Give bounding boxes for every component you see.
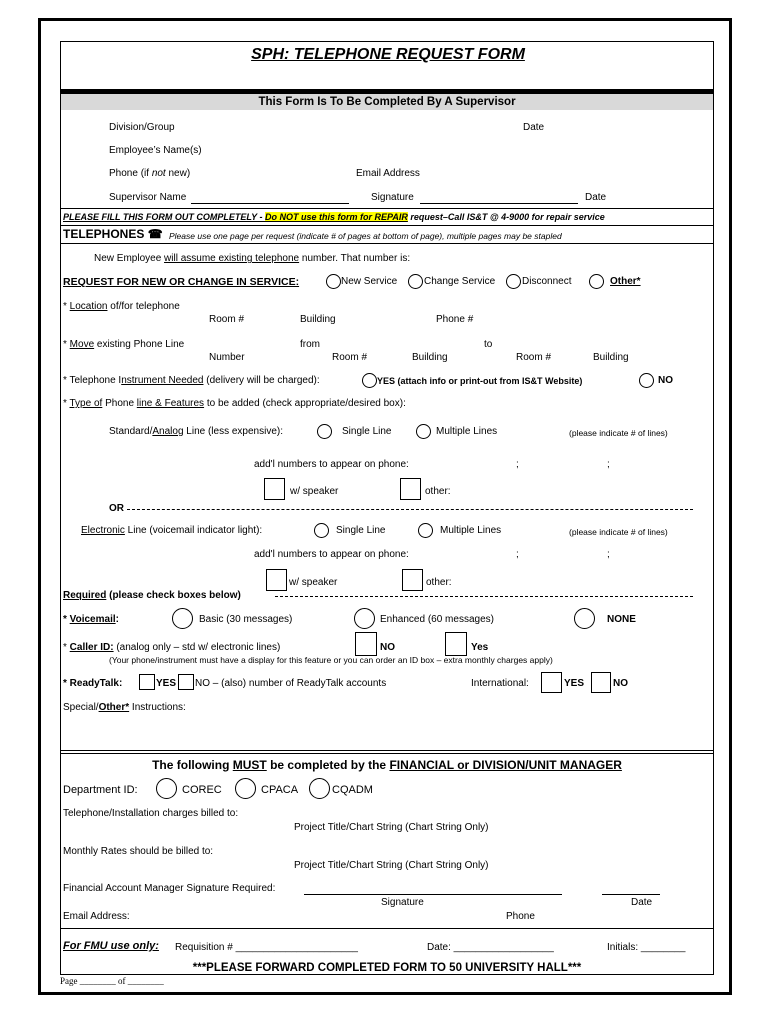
- cpaca-radio[interactable]: [235, 778, 256, 799]
- electronic-speaker-label: w/ speaker: [289, 577, 338, 588]
- caller-id-label: * Caller ID: (analog only – std w/ electronic lines): [63, 642, 281, 653]
- change-service-radio[interactable]: [408, 274, 423, 289]
- electronic-other-checkbox[interactable]: [402, 569, 423, 591]
- move-number: Number: [209, 352, 245, 363]
- special-instructions-label: Special/Other* Instructions:: [63, 702, 186, 713]
- fam-date-line[interactable]: [602, 894, 660, 895]
- readytalk-yes-label: YES: [156, 678, 177, 689]
- page-of-field[interactable]: Page ________ of ________: [60, 976, 164, 986]
- voicemail-basic-radio[interactable]: [172, 608, 193, 629]
- new-service-label: New Service: [341, 276, 398, 287]
- form-title: SPH: TELEPHONE REQUEST FORM: [251, 46, 525, 63]
- other-label: Other*: [610, 276, 641, 287]
- voicemail-enhanced-radio[interactable]: [354, 608, 375, 629]
- phone-label: Phone (if not new): [109, 168, 191, 179]
- standard-other-label: other:: [425, 486, 451, 497]
- standard-line-label: Standard/Analog Line (less expensive):: [109, 426, 284, 437]
- required-heading: Required (please check boxes below): [63, 590, 241, 601]
- electronic-indicate-lines: (please indicate # of lines): [569, 527, 668, 537]
- supervisor-label: Supervisor Name: [109, 192, 187, 203]
- install-project-title: Project Title/Chart String (Chart String Only): [294, 822, 489, 833]
- request-heading: REQUEST FOR NEW OR CHANGE IN SERVICE:: [63, 276, 300, 288]
- disconnect-radio[interactable]: [506, 274, 521, 289]
- or-label: OR: [109, 503, 124, 514]
- caller-id-yes-label: Yes: [471, 642, 489, 653]
- telephones-note: Please use one page per request (indicate # of pages at bottom of page), multiple pages may be stapled: [169, 231, 562, 241]
- required-dashed-line: [275, 596, 693, 597]
- voicemail-none-label: NONE: [607, 614, 636, 625]
- voicemail-basic-label: Basic (30 messages): [199, 614, 293, 625]
- voicemail-enhanced-label: Enhanced (60 messages): [380, 614, 494, 625]
- or-dashed-line: [127, 509, 693, 510]
- caller-id-no-label: NO: [380, 642, 395, 653]
- financial-heading: The following MUST be completed by the FINANCIAL or DIVISION/UNIT MANAGER: [152, 758, 622, 772]
- electronic-multiple-radio[interactable]: [418, 523, 433, 538]
- instrument-label: * Telephone Instrument Needed (delivery will be charged):: [63, 375, 320, 386]
- standard-semicolon-2: ;: [607, 459, 610, 470]
- notice-bottom-rule: [61, 225, 713, 226]
- new-service-radio[interactable]: [326, 274, 341, 289]
- move-to: to: [484, 339, 493, 350]
- international-no-label: NO: [613, 678, 628, 689]
- standard-addl-numbers: add'l numbers to appear on phone:: [254, 459, 409, 470]
- corec-radio[interactable]: [156, 778, 177, 799]
- move-room-from: Room #: [332, 352, 368, 363]
- move-from: from: [300, 339, 320, 350]
- date-label: Date: [523, 122, 545, 133]
- fam-signature-caption: Signature: [381, 897, 424, 908]
- standard-semicolon-1: ;: [516, 459, 519, 470]
- forward-notice: ***PLEASE FORWARD COMPLETED FORM TO 50 UNIVERSITY HALL***: [192, 962, 582, 974]
- fam-date-caption: Date: [631, 897, 653, 908]
- standard-speaker-checkbox[interactable]: [264, 478, 285, 500]
- standard-multiple-radio[interactable]: [416, 424, 431, 439]
- install-billed-label: Telephone/Installation charges billed to:: [63, 808, 239, 819]
- telephones-heading: TELEPHONES ☎: [63, 227, 163, 241]
- cpaca-label: CPACA: [261, 784, 299, 796]
- instrument-yes-radio[interactable]: [362, 373, 377, 388]
- instrument-no-label: NO: [658, 375, 673, 386]
- readytalk-yes-checkbox[interactable]: [139, 674, 155, 690]
- readytalk-no-label: NO – (also) number of ReadyTalk accounts: [195, 678, 387, 689]
- date-label-2: Date: [585, 192, 607, 203]
- form-subtitle: This Form Is To Be Completed By A Supervisor: [61, 94, 713, 110]
- move-room-to: Room #: [516, 352, 552, 363]
- new-employee-text: New Employee will assume existing telephone number. That number is:: [94, 253, 411, 264]
- electronic-semicolon-2: ;: [607, 549, 610, 560]
- email-address-label: Email Address:: [63, 911, 130, 922]
- email-label: Email Address: [356, 168, 420, 179]
- standard-single-radio[interactable]: [317, 424, 332, 439]
- form-page: [38, 18, 732, 995]
- electronic-multiple-label: Multiple Lines: [440, 525, 502, 536]
- instrument-yes-label: YES (attach info or print-out from IS&T Website): [377, 376, 583, 386]
- electronic-line-label: Electronic Line (voicemail indicator light):: [81, 525, 263, 536]
- requisition-field[interactable]: Requisition # ______________________: [175, 942, 358, 953]
- standard-speaker-label: w/ speaker: [290, 486, 339, 497]
- monthly-billed-label: Monthly Rates should be billed to:: [63, 846, 214, 857]
- caller-id-note: (Your phone/instrument must have a display for this feature or you can order an ID box – extra monthly charges apply): [109, 655, 553, 665]
- standard-indicate-lines: (please indicate # of lines): [569, 428, 668, 438]
- notice-text: PLEASE FILL THIS FORM OUT COMPLETELY - Do NOT use this form for REPAIR request–Call IS&T @ 4-9000 for repair service: [63, 212, 605, 222]
- division-label: Division/Group: [109, 122, 175, 133]
- financial-top-rule: [61, 750, 713, 751]
- voicemail-none-radio[interactable]: [574, 608, 595, 629]
- financial-top-rule-2: [61, 753, 713, 754]
- cqadm-label: CQADM: [332, 784, 373, 796]
- dept-id-label: Department ID:: [63, 784, 138, 796]
- international-yes-checkbox[interactable]: [541, 672, 562, 693]
- disconnect-label: Disconnect: [522, 276, 572, 287]
- form-inner-border: [60, 41, 714, 975]
- move-building-from: Building: [412, 352, 448, 363]
- signature-line[interactable]: [420, 203, 578, 204]
- standard-other-checkbox[interactable]: [400, 478, 421, 500]
- electronic-single-radio[interactable]: [314, 523, 329, 538]
- electronic-single-label: Single Line: [336, 525, 386, 536]
- readytalk-no-checkbox[interactable]: [178, 674, 194, 690]
- caller-id-no-checkbox[interactable]: [355, 632, 377, 656]
- voicemail-label: * Voicemail:: [63, 614, 119, 625]
- cqadm-radio[interactable]: [309, 778, 330, 799]
- location-phone: Phone #: [436, 314, 474, 325]
- location-building: Building: [300, 314, 336, 325]
- standard-single-label: Single Line: [342, 426, 392, 437]
- change-service-label: Change Service: [424, 276, 496, 287]
- supervisor-line[interactable]: [191, 203, 349, 204]
- monthly-project-title: Project Title/Chart String (Chart String Only): [294, 860, 489, 871]
- other-radio[interactable]: [589, 274, 604, 289]
- electronic-speaker-checkbox[interactable]: [266, 569, 287, 591]
- fmu-initials-field[interactable]: Initials: ________: [607, 942, 686, 953]
- international-no-checkbox[interactable]: [591, 672, 611, 693]
- telephones-rule: [61, 243, 713, 244]
- caller-id-yes-checkbox[interactable]: [445, 632, 467, 656]
- international-yes-label: YES: [564, 678, 585, 689]
- electronic-addl-numbers: add'l numbers to appear on phone:: [254, 549, 409, 560]
- corec-label: COREC: [182, 784, 222, 796]
- telephone-icon: ☎: [147, 227, 163, 241]
- electronic-other-label: other:: [426, 577, 452, 588]
- location-label: * Location of/for telephone: [63, 301, 180, 312]
- fam-signature-label: Financial Account Manager Signature Required:: [63, 883, 276, 894]
- phone-caption: Phone: [506, 911, 535, 922]
- electronic-semicolon-1: ;: [516, 549, 519, 560]
- location-room: Room #: [209, 314, 245, 325]
- type-label: * Type of Phone line & Features to be added (check appropriate/desired box):: [63, 398, 406, 409]
- readytalk-label: * ReadyTalk:: [63, 678, 123, 689]
- move-label: * Move existing Phone Line: [63, 339, 185, 350]
- signature-label: Signature: [371, 192, 414, 203]
- international-label: International:: [471, 678, 529, 689]
- fmu-use-label: For FMU use only:: [63, 940, 159, 952]
- move-building-to: Building: [593, 352, 629, 363]
- employee-label: Employee’s Name(s): [109, 145, 202, 156]
- fmu-date-field[interactable]: Date: __________________: [427, 942, 554, 953]
- fam-signature-line[interactable]: [304, 894, 562, 895]
- instrument-no-radio[interactable]: [639, 373, 654, 388]
- fmu-top-rule: [61, 928, 713, 929]
- standard-multiple-label: Multiple Lines: [436, 426, 498, 437]
- notice-top-rule: [61, 208, 713, 209]
